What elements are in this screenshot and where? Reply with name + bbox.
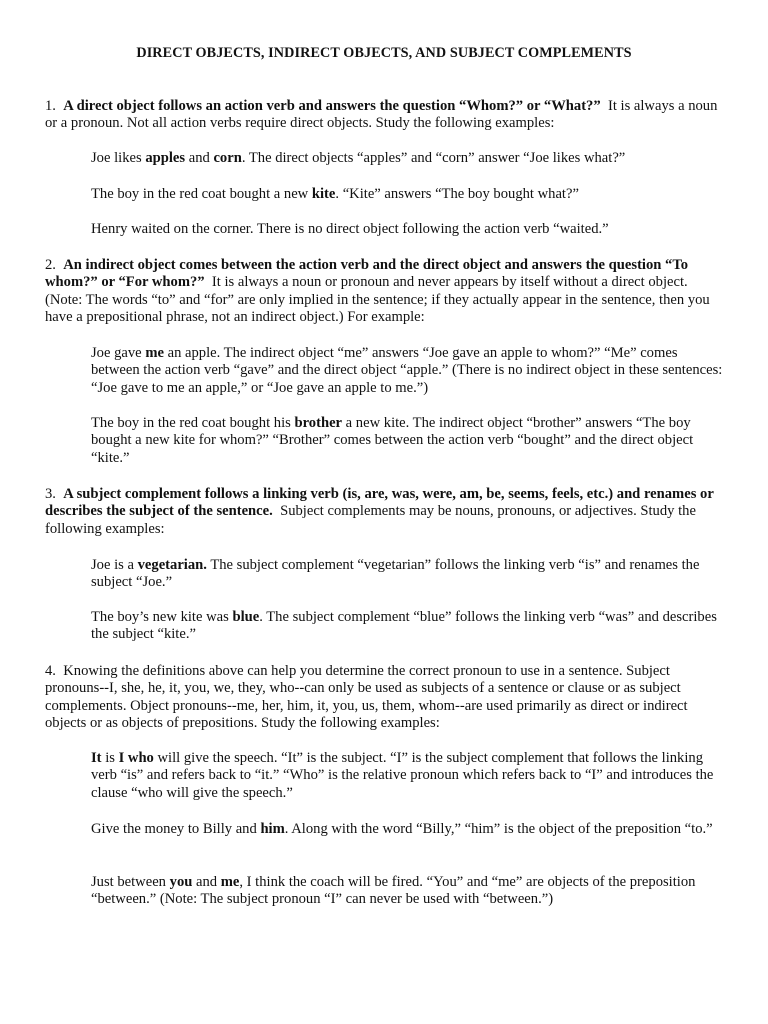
example-3-1 — [91, 557, 723, 592]
example-bold: corn — [213, 150, 242, 166]
example-text: and — [185, 150, 214, 166]
example-bold: vegetarian. — [137, 557, 207, 573]
page-title: DIRECT OBJECTS, INDIRECT OBJECTS, AND SUBJECT COMPLEMENTS — [136, 45, 632, 61]
section-2-intro — [45, 257, 723, 327]
example-bold: you — [169, 874, 193, 890]
example-text: Henry waited on the corner. There is no direct object following the action verb “waited.” — [91, 221, 609, 237]
example-text: Just between — [91, 874, 170, 890]
section-number: 1. — [45, 98, 56, 114]
example-bold: It — [91, 750, 102, 766]
section-1-intro — [45, 98, 723, 133]
section-text: Knowing the definitions above can help you determine the correct pronoun to use in a sentence. Subject pronouns--I, she, he, it, you, we, they, who--can only be used as subjects of a sentence or clause or as subject complements. Object pronouns--me, her, him, it, you, us, them, whom--are used primarily as direct or indirect objects or as objects of prepositions. Study the following examples: — [45, 663, 688, 732]
section-number: 2. — [45, 257, 56, 273]
example-text: . The subject complement “blue” follows the linking verb “was” and describes the subject “kite.” — [91, 609, 717, 643]
example-text: is — [101, 750, 119, 766]
definition-text: A subject complement follows a linking verb (is, are, was, were, am, be, seems, feels, etc.) and renames or describes the subject of the sentence. — [45, 486, 714, 520]
example-text: a new kite. The indirect object “brother” answers “The boy bought a new kite for whom?” “Brother” comes between the action verb “bought” and the direct object “kite.” — [91, 415, 694, 466]
example-4-3 — [91, 874, 723, 909]
example-text: The boy in the red coat bought his — [91, 415, 295, 431]
example-text: The boy in the red coat bought a new — [91, 186, 312, 202]
example-text: and — [192, 874, 221, 890]
example-1-2 — [91, 186, 723, 203]
example-bold: me — [220, 874, 240, 890]
section-text: Subject complements may be nouns, pronouns, or adjectives. Study the following examples: — [45, 503, 696, 537]
example-bold: I who — [118, 750, 154, 766]
example-2-1 — [91, 345, 723, 397]
example-text: , I think the coach will be fired. “You” and “me” are objects of the preposition “between.” (Note: The subject pronoun “I” can never be used with “between.”) — [91, 874, 696, 908]
section-text: It is always a noun or a pronoun. Not all action verbs require direct objects. Study the following examples: — [45, 98, 718, 132]
example-bold: him — [260, 821, 285, 837]
example-1-3 — [91, 221, 723, 238]
example-text: . The direct objects “apples” and “corn” answer “Joe likes what?” — [241, 150, 626, 166]
example-text: The boy’s new kite was — [91, 609, 233, 625]
example-text: will give the speech. “It” is the subject. “I” is the subject complement that follows the linking verb “is” and refers back to “it.” “Who” is the relative pronoun which refers back to “I” and introduces the clause “who will give the speech.” — [91, 750, 714, 801]
example-4-1 — [91, 750, 723, 802]
section-number: 3. — [45, 486, 56, 502]
example-4-2 — [91, 821, 723, 838]
example-2-2 — [91, 415, 723, 467]
section-4-intro — [45, 663, 723, 733]
definition-text: A direct object follows an action verb and answers the question “Whom?” or “What?” — [63, 98, 601, 114]
example-bold: brother — [294, 415, 343, 431]
example-1-1 — [91, 150, 723, 167]
example-text: Give the money to Billy and — [91, 821, 261, 837]
example-bold: kite — [311, 186, 336, 202]
definition-text: An indirect object comes between the action verb and the direct object and answers the question “To whom?” or “For whom?” — [45, 257, 689, 291]
example-bold: apples — [145, 150, 186, 166]
example-text: . “Kite” answers “The boy bought what?” — [335, 186, 579, 202]
example-text: Joe gave — [91, 345, 146, 361]
example-text: The subject complement “vegetarian” follows the linking verb “is” and renames the subject “Joe.” — [91, 557, 700, 591]
section-3-intro — [45, 486, 723, 538]
example-text: . Along with the word “Billy,” “him” is the object of the preposition “to.” — [284, 821, 713, 837]
example-text: Joe likes — [91, 150, 146, 166]
example-text: an apple. The indirect object “me” answers “Joe gave an apple to whom?” “Me” comes between the action verb “gave” and the direct object “apple.” (There is no indirect object in these sentences: “Joe gave to me an apple,” or “Joe gave an apple to me.”) — [91, 345, 723, 396]
example-bold: me — [145, 345, 164, 361]
example-text: Joe is a — [91, 557, 138, 573]
section-text: It is always a noun or pronoun and never appears by itself without a direct object. (Note: The words “to” and “for” are only implied in the sentence; if they actually appear in the sentence, then you have a prepositional phrase, not an indirect object.) For example: — [45, 274, 710, 326]
example-bold: blue — [232, 609, 260, 625]
section-number: 4. — [45, 663, 56, 679]
example-3-2 — [91, 609, 723, 644]
